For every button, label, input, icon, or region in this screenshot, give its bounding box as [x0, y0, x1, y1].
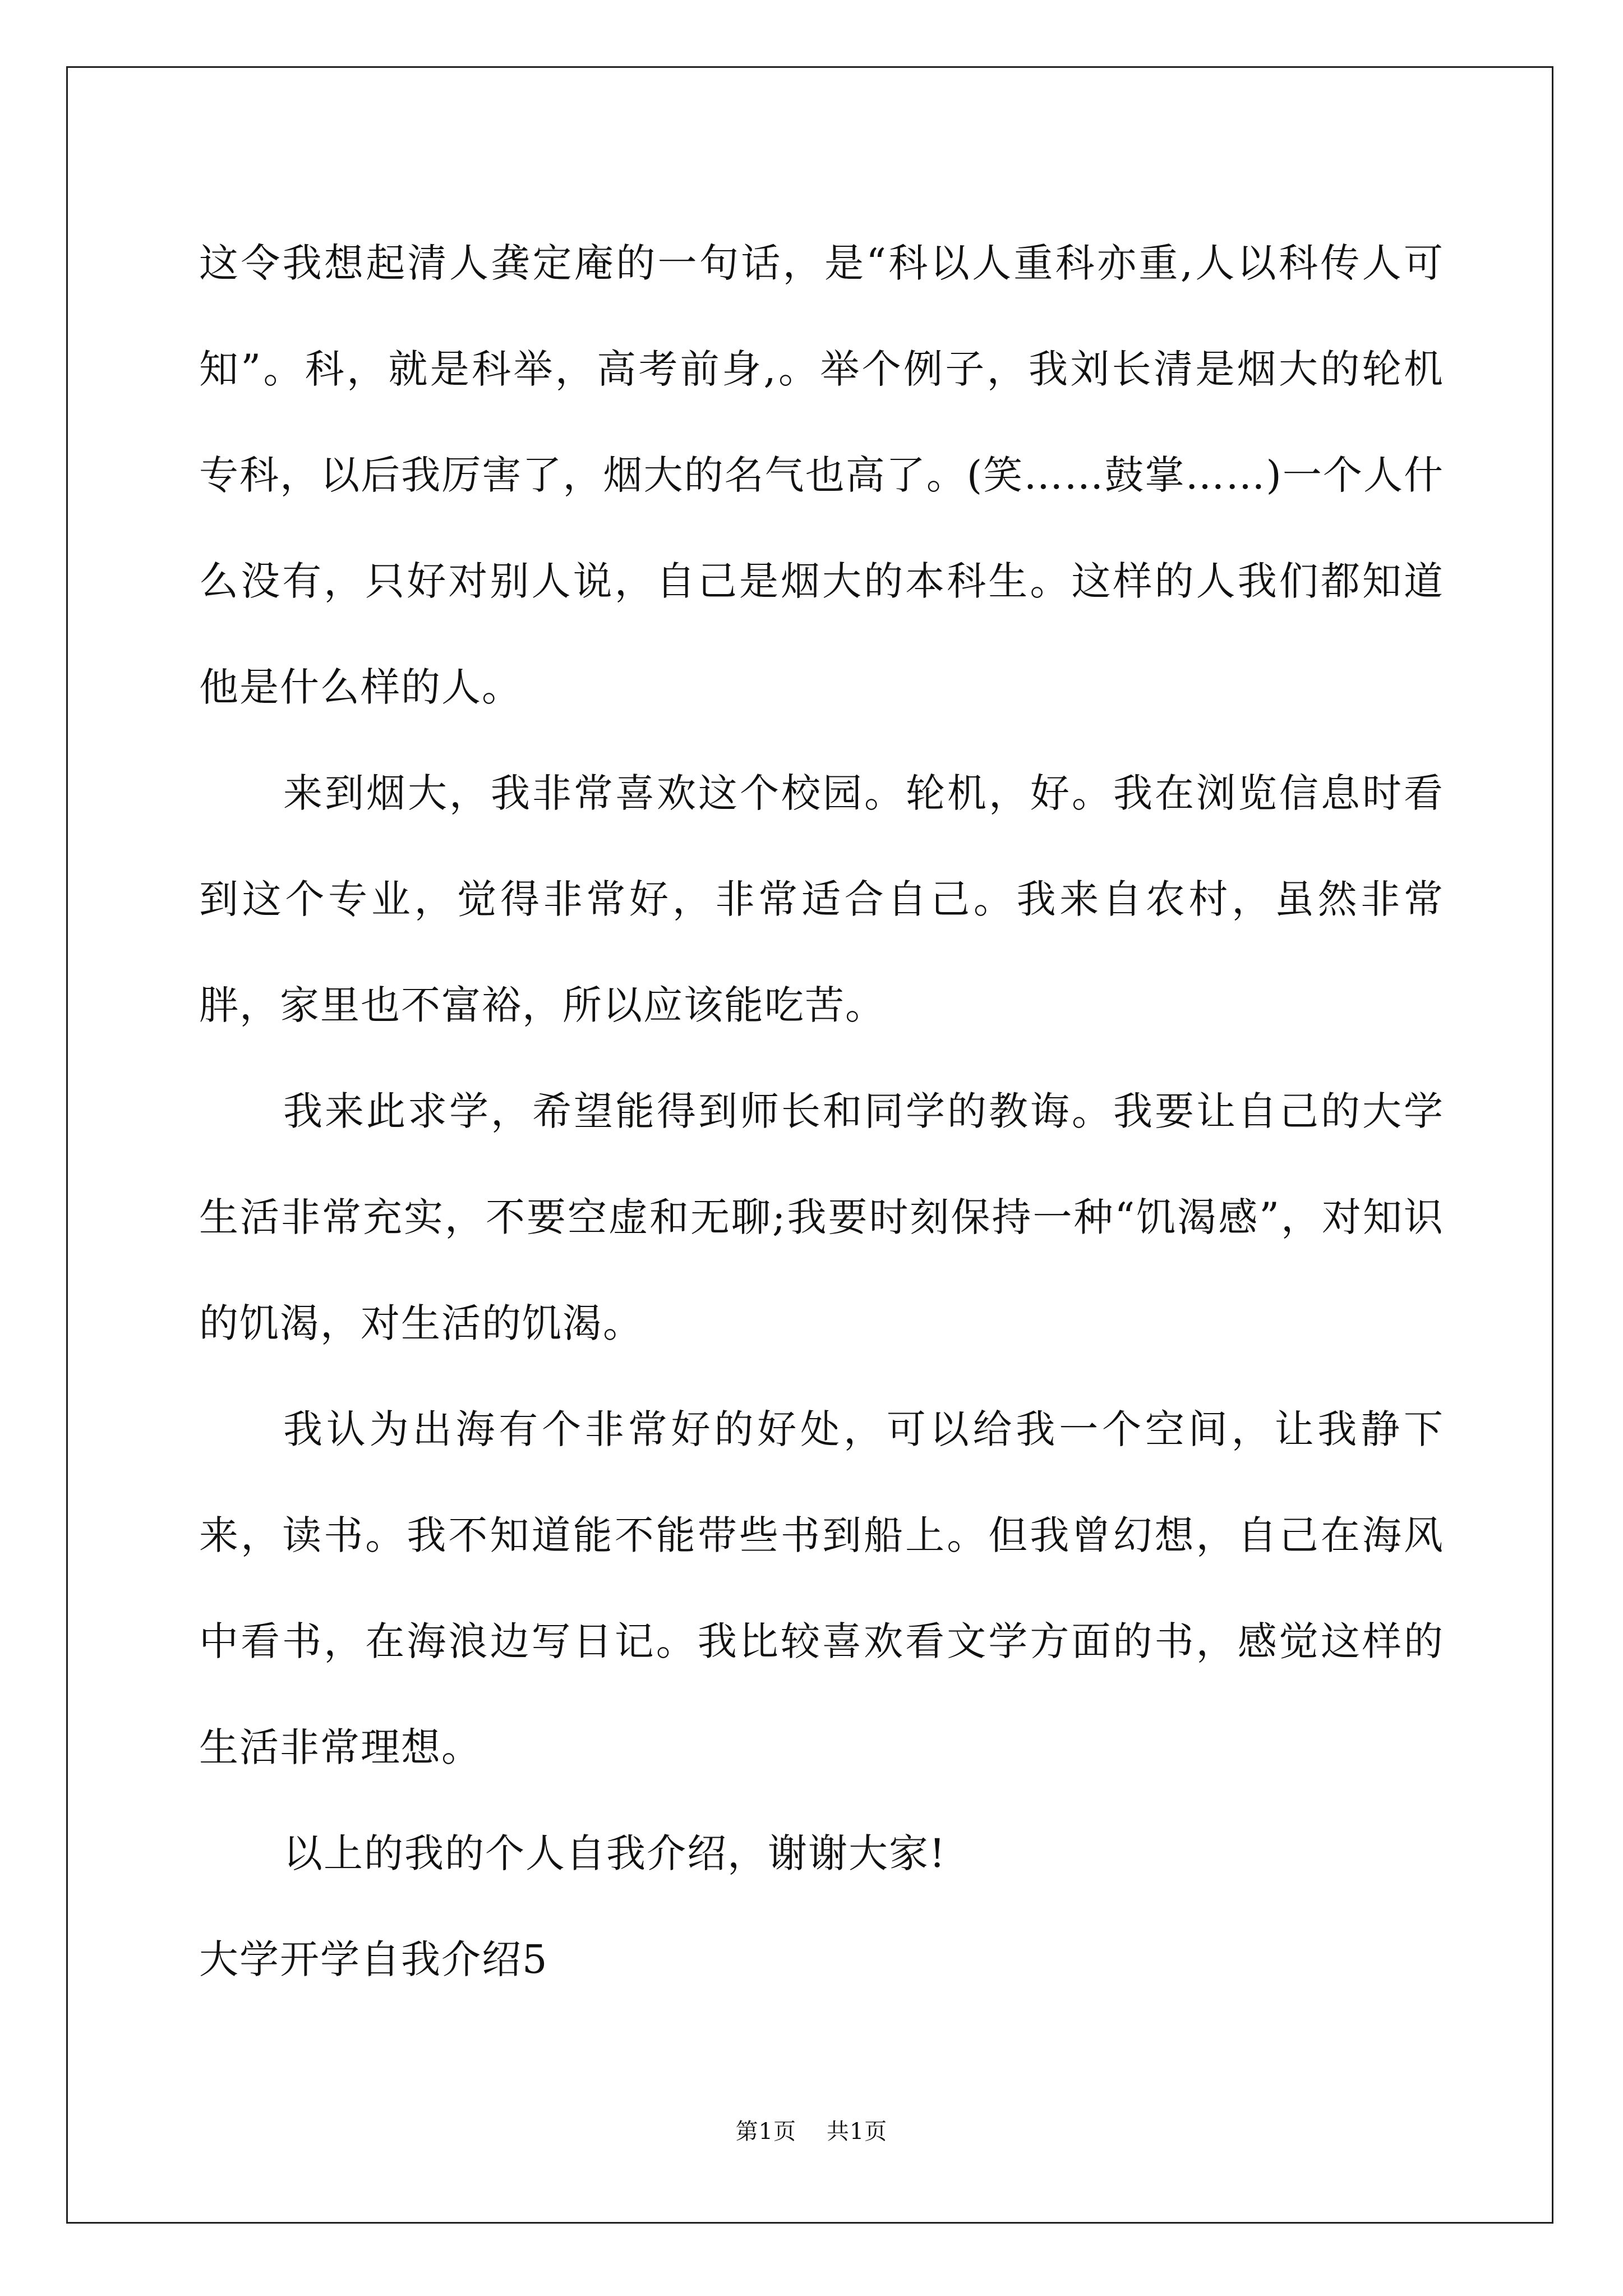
page-total: 共1页: [826, 2119, 888, 2145]
section-heading: 大学开学自我介绍5: [199, 1936, 548, 1982]
paragraph-5: 以上的我的个人自我介绍，谢谢大家!: [283, 1830, 947, 1876]
paragraph-4: 我认为出海有个非常好的好处，可以给我一个空间，让我静下来，读书。我不知道能不能带些书到船上。但我曾幻想，自己在海风中看书，在海浪边写日记。我比较喜欢看文学方面的书，感觉这样的生活非常理想。: [199, 1406, 1444, 1770]
document-body: [199, 210, 1444, 2013]
paragraph-3: 我来此求学，希望能得到师长和同学的教诲。我要让自己的大学生活非常充实，不要空虚和无聊;我要时刻保持一种“饥渴感”，对知识的饥渴，对生活的饥渴。: [199, 1088, 1444, 1346]
paragraph-1: 这令我想起清人龚定庵的一句话，是“科以人重科亦重,人以科传人可知”。科，就是科举，高考前身,。举个例子，我刘长清是烟大的轮机专科，以后我厉害了，烟大的名气也高了。(笑……鼓掌……)一个人什么没有，只好对别人说，自己是烟大的本科生。这样的人我们都知道他是什么样的人。: [199, 240, 1444, 710]
page-footer: [0, 2118, 1623, 2146]
page-number: 第1页: [735, 2119, 797, 2145]
paragraph-2: 来到烟大，我非常喜欢这个校园。轮机，好。我在浏览信息时看到这个专业，觉得非常好，非常适合自己。我来自农村，虽然非常胖，家里也不富裕，所以应该能吃苦。: [199, 770, 1444, 1028]
